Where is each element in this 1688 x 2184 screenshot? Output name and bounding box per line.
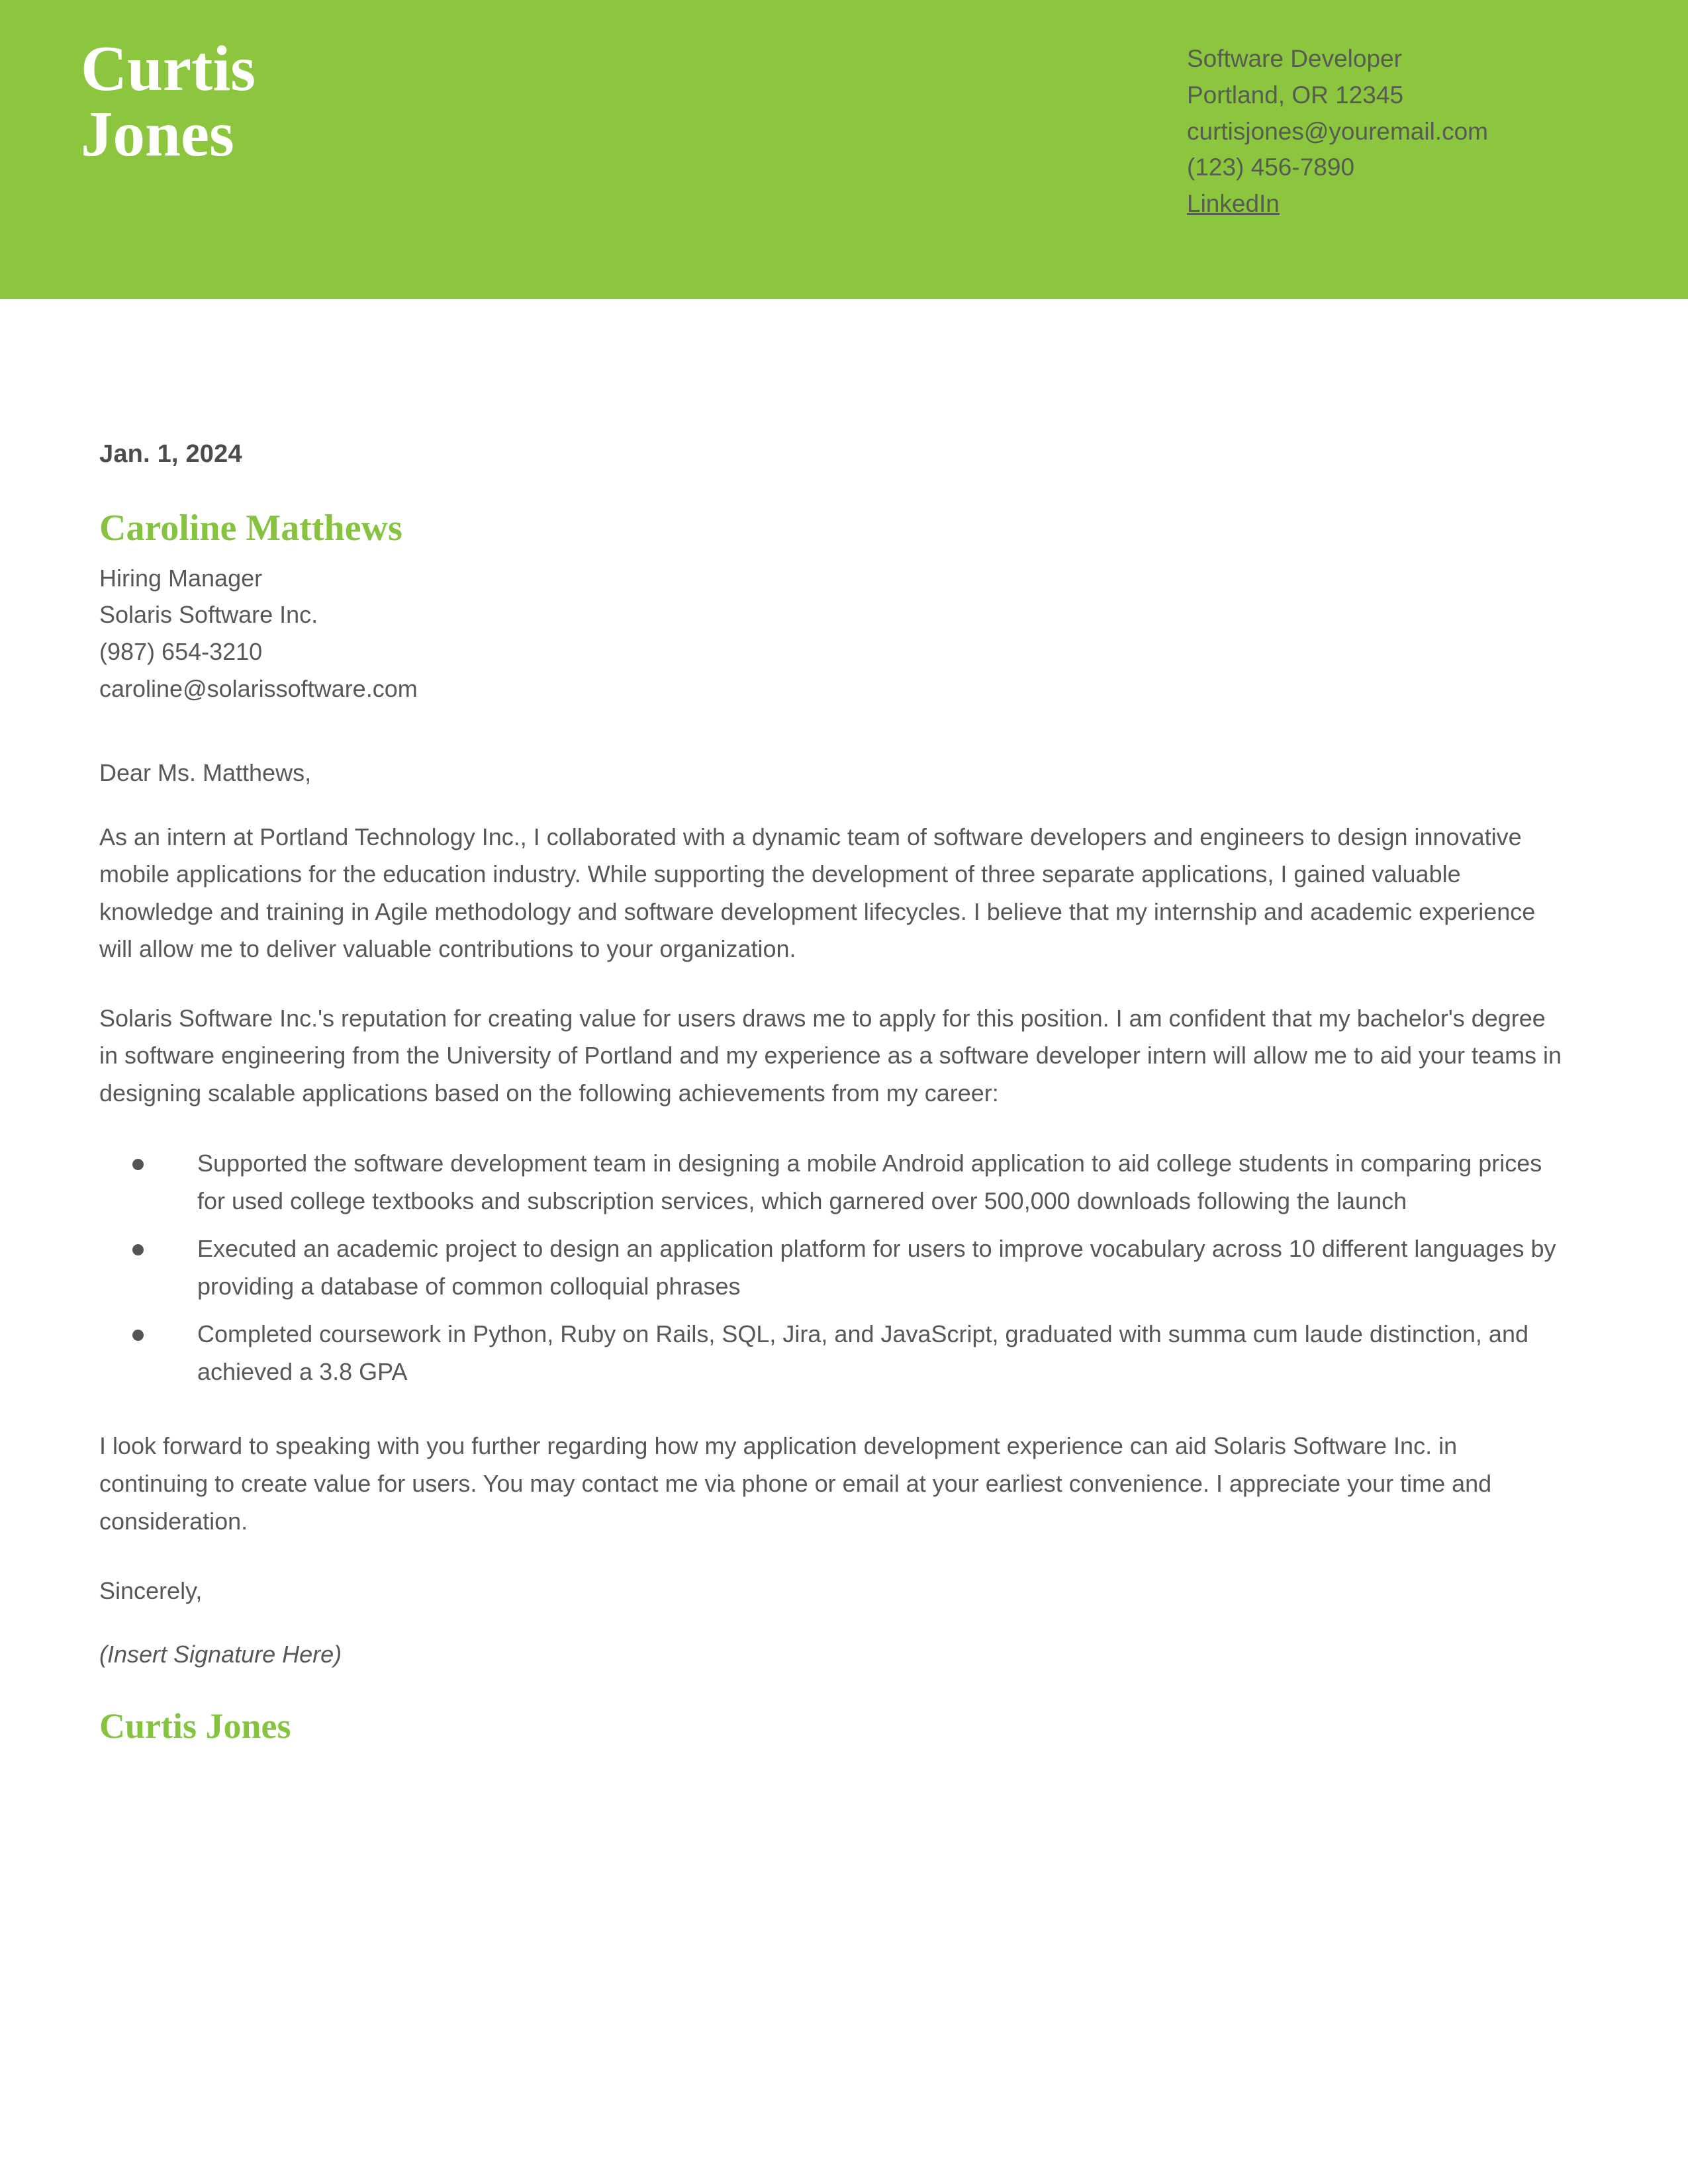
letter-salutation: Dear Ms. Matthews, (99, 758, 312, 786)
list-item-text: Executed an academic project to design an application platform for users to improve vocabulary across 10 different languages by providing a database of common colloquial phrases (197, 1235, 1556, 1300)
recipient-company: Solaris Software Inc. (99, 601, 318, 629)
letter-closing-paragraph: I look forward to speaking with you further regarding how my application development experience can aid Solaris Software Inc. in continuing to create value for users. You may contact me via phone or email at your earliest convenience. I appreciate your time and consideration. (99, 1432, 1492, 1535)
applicant-email[interactable]: curtisjones@youremail.com (1187, 117, 1488, 145)
list-item (99, 1145, 1562, 1220)
bullet-dot-icon (132, 1244, 144, 1255)
signer-name: Curtis Jones (99, 1706, 291, 1747)
applicant-last-name: Jones (81, 98, 234, 169)
applicant-phone: (123) 456-7890 (1187, 154, 1355, 181)
bullet-dot-icon (132, 1159, 144, 1170)
recipient-phone: (987) 654-3210 (99, 638, 263, 666)
bullet-dot-icon (132, 1330, 144, 1341)
list-item-text: Completed coursework in Python, Ruby on Rails, SQL, Jira, and JavaScript, graduated with summa cum laude distinction, and achieved a 3.8 GPA (197, 1320, 1528, 1385)
recipient-email: caroline@solarissoftware.com (99, 674, 418, 702)
recipient-name: Caroline Matthews (99, 508, 402, 549)
applicant-first-name: Curtis (81, 33, 256, 104)
letter-paragraph-1: As an intern at Portland Technology Inc., I collaborated with a dynamic team of software developers and engineers to design innovative mobile applications for the education industry. While supporting the development of three separate applications, I gained valuable knowledge and training in Agile methodology and software development lifecycles. I believe that my internship and academic experience will allow me to deliver valuable contributions to your organization. (99, 823, 1536, 963)
recipient-details (99, 560, 1562, 707)
letter-date: Jan. 1, 2024 (99, 440, 242, 468)
signature-placeholder: (Insert Signature Here) (99, 1641, 342, 1668)
list-item-text: Supported the software development team in designing a mobile Android application to aid college students in comparing prices for used college textbooks and subscription services, which garnered over 500,000 downloads following the launch (197, 1150, 1542, 1214)
letter-signoff: Sincerely, (99, 1577, 203, 1605)
linkedin-link[interactable]: LinkedIn (1187, 190, 1280, 217)
letterhead-header (0, 0, 1688, 299)
list-item (99, 1316, 1562, 1390)
letter-paragraph-2: Solaris Software Inc.'s reputation for creating value for users draws me to apply for this position. I am confident that my bachelor's degree in software engineering from the University of Portland and my experience as a software developer intern will allow me to aid your teams in designing scalable applications based on the following achievements from my career: (99, 1004, 1562, 1107)
applicant-name-heading (81, 33, 677, 169)
applicant-job-title: Software Developer (1187, 45, 1402, 72)
applicant-location: Portland, OR 12345 (1187, 81, 1404, 109)
list-item (99, 1230, 1562, 1305)
achievements-list (99, 1145, 1562, 1390)
applicant-contact-block (1187, 41, 1488, 222)
recipient-title: Hiring Manager (99, 564, 263, 592)
